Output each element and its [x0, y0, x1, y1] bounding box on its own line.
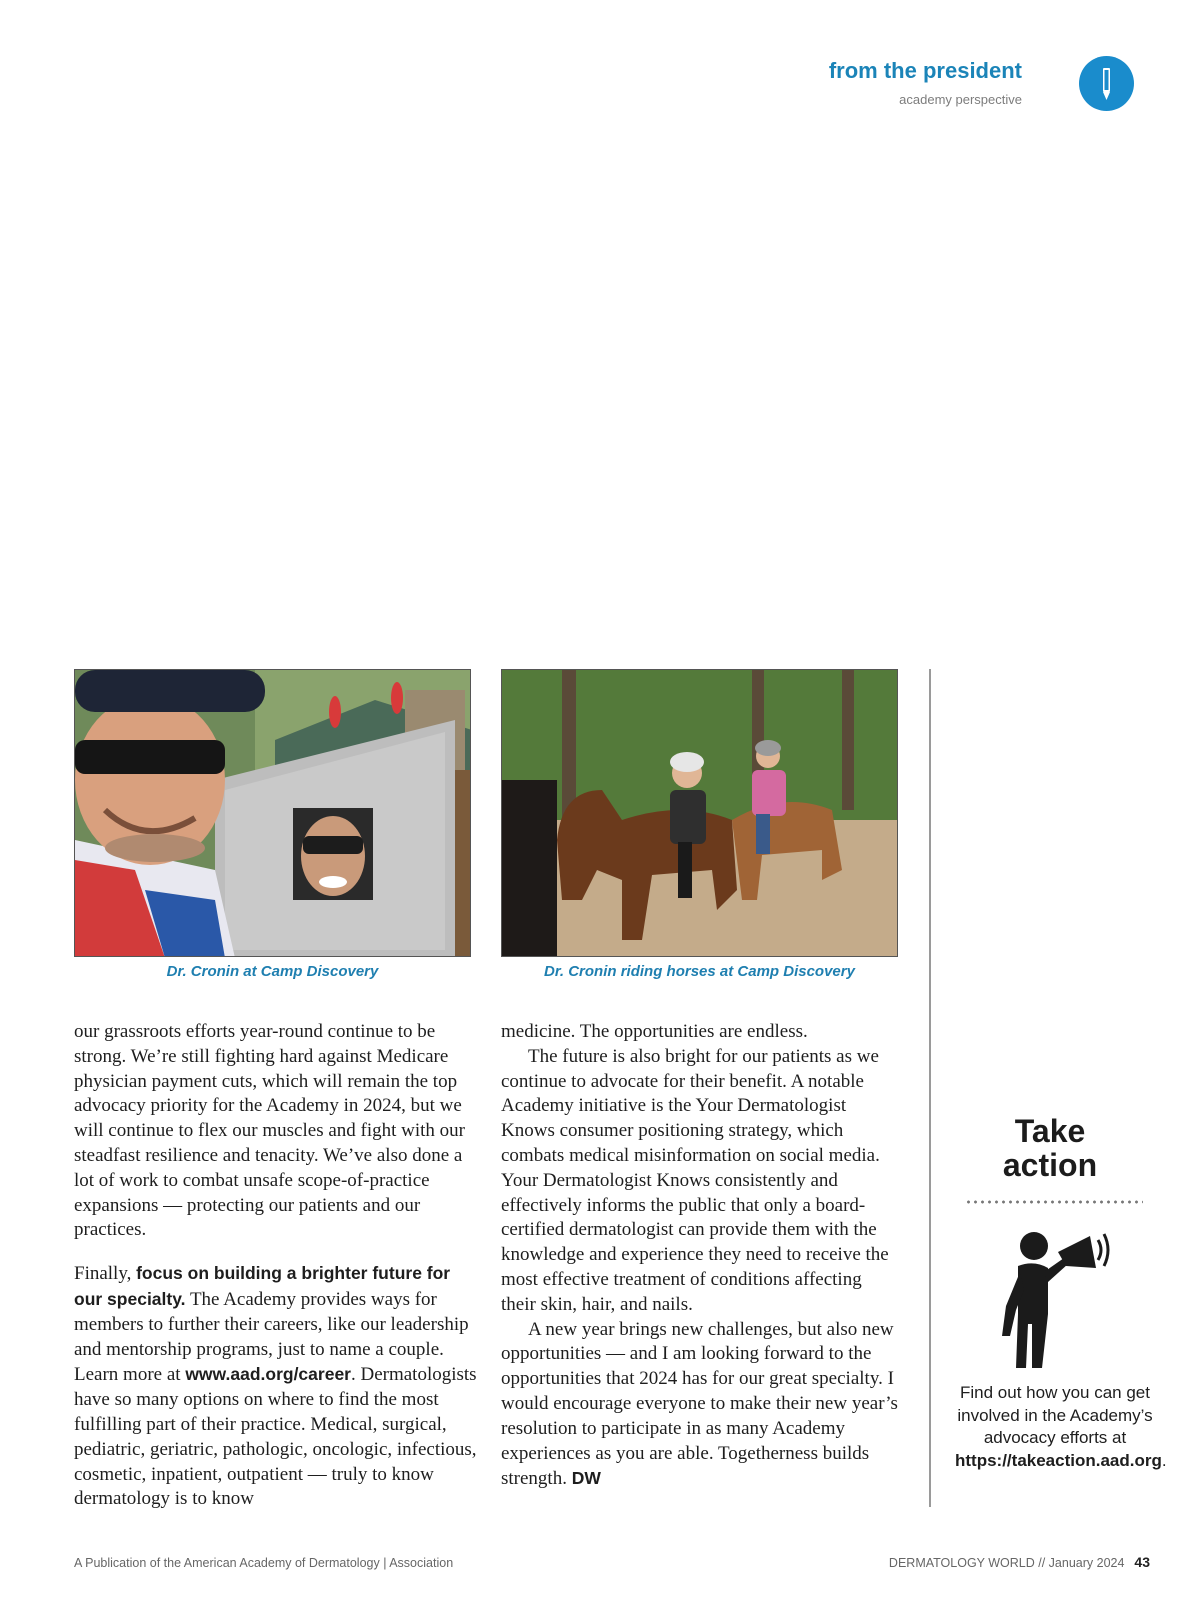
sidebar-body-end: . [1161, 1450, 1167, 1470]
sidebar-title [950, 1114, 1150, 1182]
emphasis-text: focus on building a brighter future for our specialty. [74, 1263, 451, 1309]
footer-issue-text: DERMATOLOGY WORLD // January 2024 [888, 1556, 1125, 1570]
paragraph: our grassroots efforts year-round continue to be strong. We’re still fighting hard against Medicare physician payment cuts, which will remain the top advocacy priority for the Academy in 2024, but we will continue to flex our muscles and fight with our steadfast resilience and tenacity. We’ve also done a lot of work to combat unsafe scope-of-practice expansions — protecting our patients and our practices. [74, 1021, 466, 1241]
section-subtitle: academy perspective [899, 92, 1022, 107]
paragraph-lead: Finally, [74, 1263, 132, 1285]
article-column-2 [501, 1020, 901, 1492]
column-divider [929, 669, 931, 1507]
pencil-icon [1079, 56, 1134, 111]
paragraph: medicine. The opportunities are endless. [501, 1021, 808, 1042]
article-column-1 [74, 1020, 479, 1512]
end-mark: DW [571, 1468, 601, 1489]
paragraph: The future is also bright for our patients as we continue to advocate for their benefit. A notable Academy initiative is the Your Dermatologist Knows consumer positioning strategy, which combats medical misinformation on social media. Your Dermatologist Knows consistently and effectively informs the public that only a board-certified dermatologist can provide them with the knowledge and experience they need to receive the most effective treatment of conditions affecting their skin, hair, and nails. [501, 1045, 889, 1315]
sidebar-text [955, 1382, 1167, 1472]
paragraph-text: The Academy provides ways for members to further their careers, like our leadership and mentorship programs, just to name a couple. Learn more at [74, 1288, 469, 1386]
megaphone-person-icon [1000, 1228, 1110, 1370]
paragraph-text: A new year brings new challenges, but also new opportunities — and I am looking forward to the opportunities that 2024 has for our great specialty. I would encourage everyone to make their new year’s resolution to participate in as many Academy experiences as you are able. Togetherness builds strength. [501, 1318, 898, 1490]
photo-caption: Dr. Cronin riding horses at Camp Discovery [544, 963, 855, 980]
section-title: from the president [828, 58, 1022, 83]
take-action-link[interactable]: https://takeaction.aad.org [955, 1450, 1162, 1470]
footer-issue [889, 1554, 1150, 1570]
sidebar-title-line: action [1002, 1147, 1098, 1183]
page-number: 43 [1134, 1554, 1150, 1570]
paragraph [74, 1261, 479, 1512]
sidebar-body: Find out how you can get involved in the Academy’s advocacy efforts at [957, 1383, 1153, 1447]
career-link[interactable]: www.aad.org/career [185, 1364, 351, 1385]
footer-publisher: A Publication of the American Academy of Dermatology | Association [74, 1556, 454, 1570]
photo-riding-horses [501, 669, 898, 957]
dotted-divider [965, 1200, 1143, 1204]
photo-camp-discovery [74, 669, 471, 957]
sidebar-title-line: Take [1014, 1113, 1086, 1149]
photo-caption: Dr. Cronin at Camp Discovery [166, 963, 379, 980]
paragraph-text: . Dermatologists have so many options on where to find the most fulfilling part of their practice. Medical, surgical, pediatric, geriatric, pathologic, oncologic, infectious, cosmetic, inpatient, outpatient — truly to know dermatology is to know [74, 1364, 477, 1510]
paragraph [501, 1318, 901, 1493]
